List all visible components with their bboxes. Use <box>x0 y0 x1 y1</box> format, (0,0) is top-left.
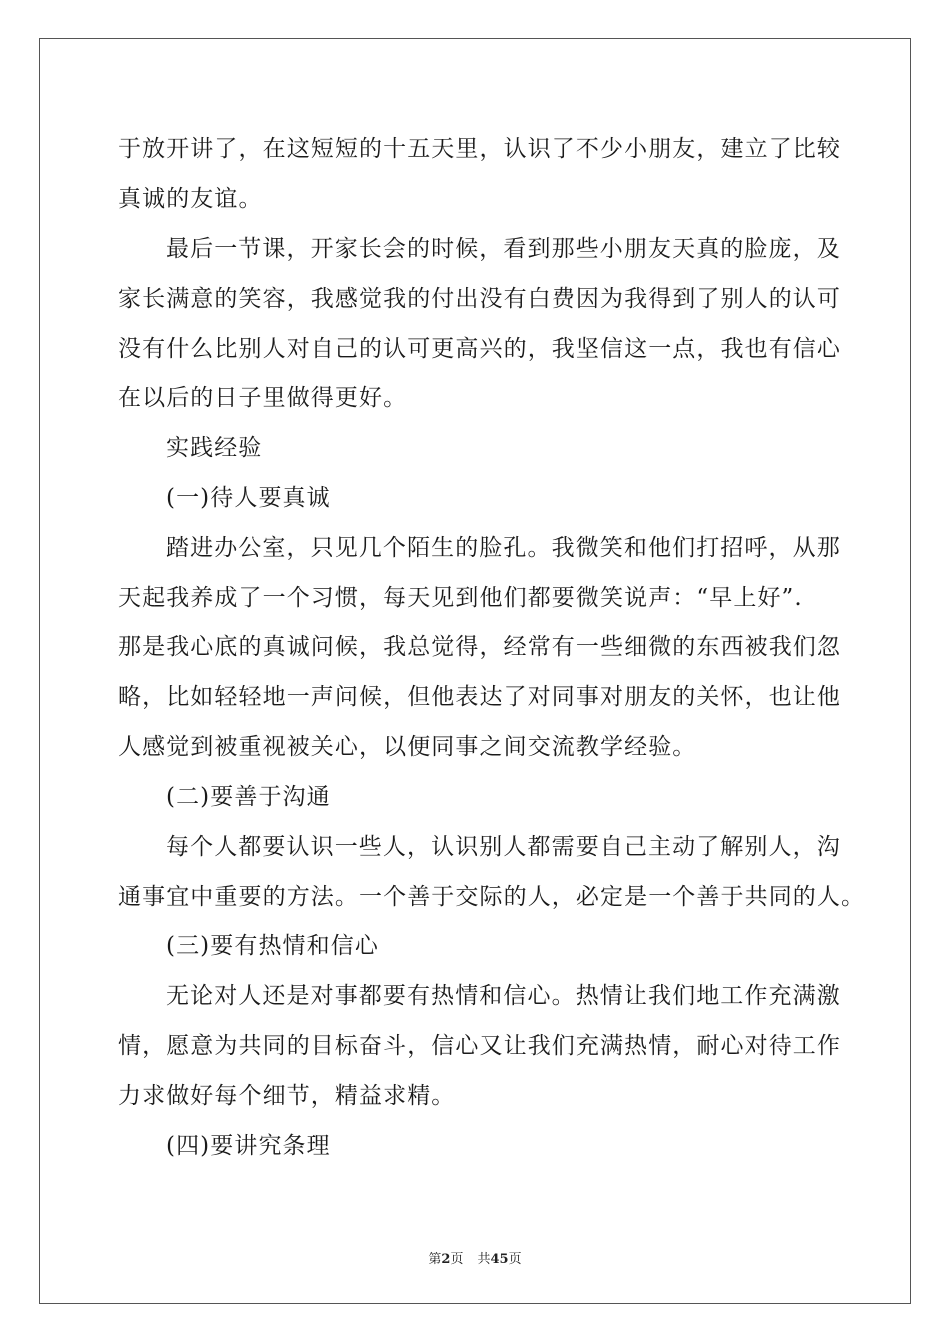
text-line: 在以后的日子里做得更好。 <box>118 385 408 411</box>
text-line: 天起我养成了一个习惯，每天见到他们都要微笑说声：“早上好”. <box>118 585 803 611</box>
text-line: 力求做好每个细节，精益求精。 <box>118 1083 456 1109</box>
footer-total-prefix: 共 <box>477 1252 491 1267</box>
paragraph-start: 踏进办公室，只见几个陌生的脸孔。我微笑和他们打招呼，从那 <box>166 535 841 561</box>
paragraph-start: 每个人都要认识一些人，认识别人都需要自己主动了解别人，沟 <box>166 834 841 860</box>
section-heading: 实践经验 <box>166 435 263 461</box>
text-line: 于放开讲了，在这短短的十五天里，认识了不少小朋友，建立了比较 <box>118 136 841 162</box>
subsection-heading: (一)待人要真诚 <box>166 485 331 511</box>
footer-page-prefix: 第 <box>428 1252 442 1267</box>
page-footer <box>0 1248 950 1267</box>
text-line: 没有什么比别人对自己的认可更高兴的，我坚信这一点，我也有信心 <box>118 336 841 362</box>
text-line: 真诚的友谊。 <box>118 186 263 212</box>
text-line: 人感觉到被重视被关心，以便同事之间交流教学经验。 <box>118 734 697 760</box>
footer-page-number: 2 <box>441 1252 451 1267</box>
footer-total-pages: 45 <box>490 1252 509 1267</box>
text-line: 通事宜中重要的方法。一个善于交际的人，必定是一个善于共同的人。 <box>118 884 866 910</box>
text-line: 略，比如轻轻地一声问候，但他表达了对同事对朋友的关怀，也让他 <box>118 684 841 710</box>
page-border <box>39 38 911 1304</box>
text-line: 那是我心底的真诚问候，我总觉得，经常有一些细微的东西被我们忽 <box>118 634 841 660</box>
footer-total-suffix: 页 <box>508 1252 522 1267</box>
subsection-heading: (四)要讲究条理 <box>166 1133 331 1159</box>
footer-page-suffix: 页 <box>450 1252 464 1267</box>
subsection-heading: (三)要有热情和信心 <box>166 933 379 959</box>
paragraph-start: 最后一节课，开家长会的时候，看到那些小朋友天真的脸庞，及 <box>166 236 841 262</box>
text-line: 情，愿意为共同的目标奋斗，信心又让我们充满热情，耐心对待工作 <box>118 1033 841 1059</box>
text-line: 家长满意的笑容，我感觉我的付出没有白费因为我得到了别人的认可 <box>118 286 841 312</box>
paragraph-start: 无论对人还是对事都要有热情和信心。热情让我们地工作充满激 <box>166 983 841 1009</box>
subsection-heading: (二)要善于沟通 <box>166 784 331 810</box>
